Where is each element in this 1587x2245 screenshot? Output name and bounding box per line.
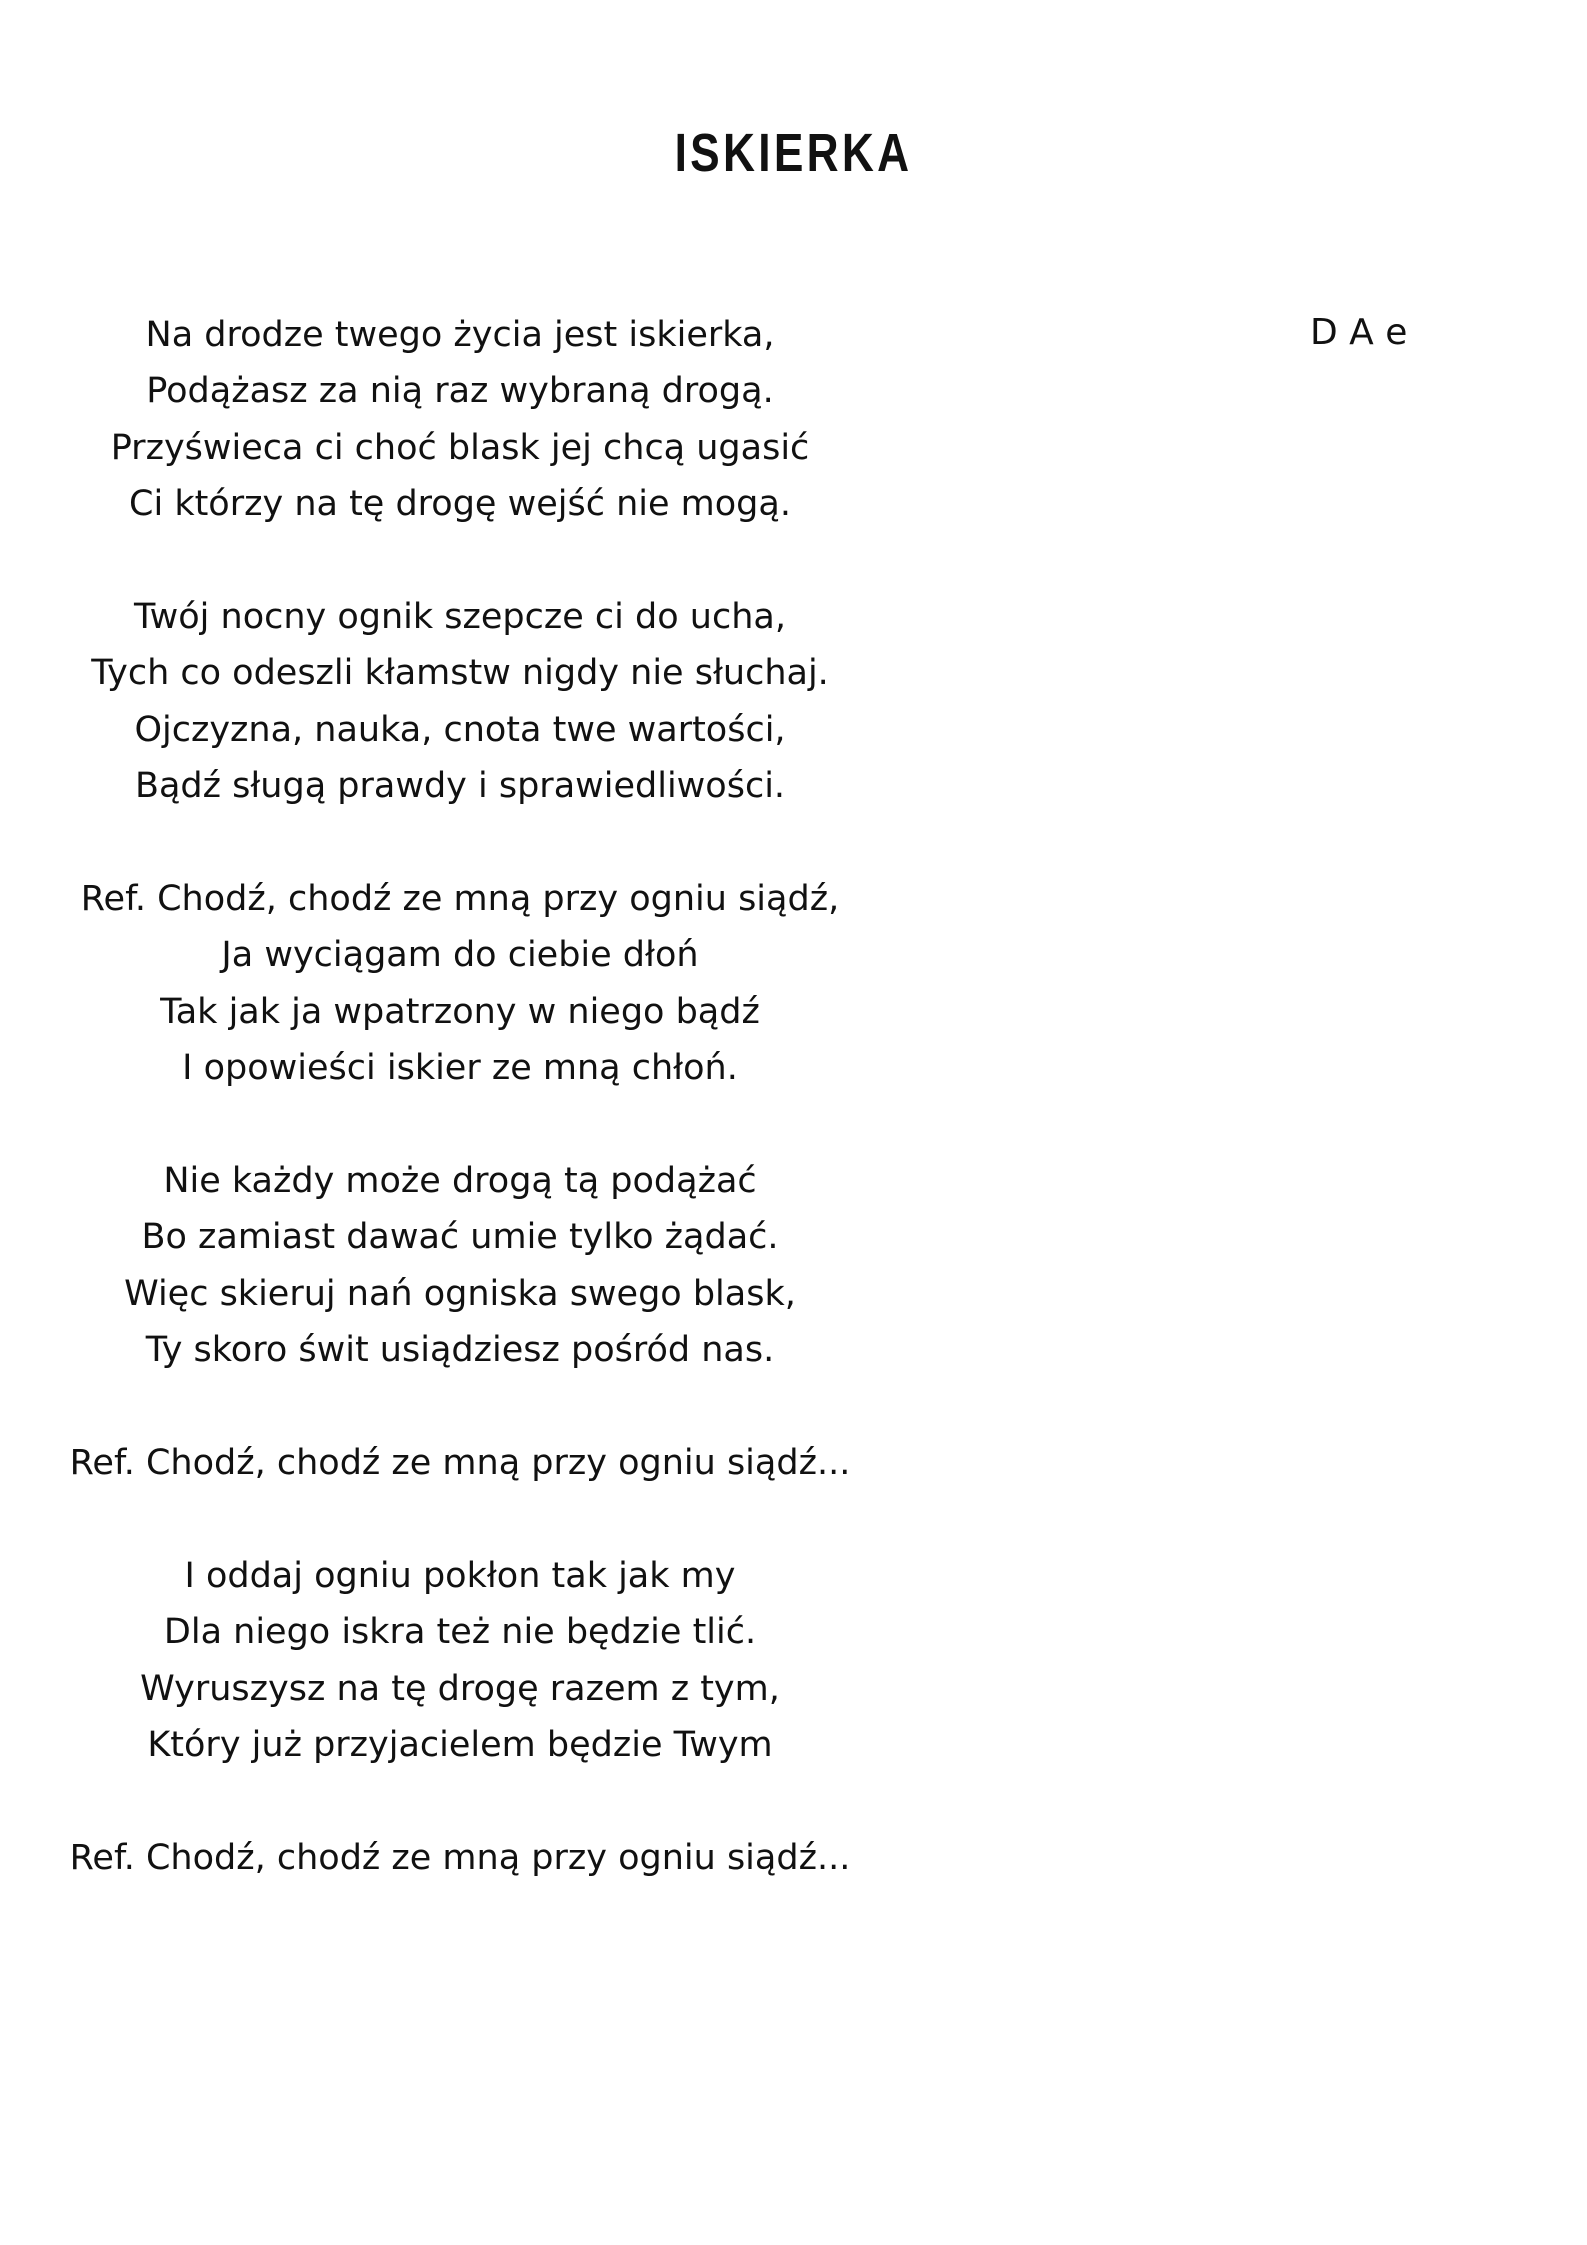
stanza-2 — [40, 589, 880, 815]
stanza-3 — [40, 1153, 880, 1379]
refrain-1 — [40, 871, 880, 1097]
lyric-line: Wyruszysz na tę drogę razem z tym, — [140, 1668, 780, 1709]
refrain-3 — [40, 1830, 880, 1886]
lyric-line: Bo zamiast dawać umie tylko żądać. — [141, 1217, 779, 1258]
lyric-line: Ref. Chodź, chodź ze mną przy ogniu siądź, — [80, 879, 840, 920]
lyric-line: Bądź sługą prawdy i sprawiedliwości. — [134, 766, 786, 807]
lyric-line: I opowieści iskier ze mną chłoń. — [182, 1048, 738, 1089]
lyric-line: Dla niego iskra też nie będzie tlić. — [163, 1612, 757, 1653]
lyric-line: Ref. Chodź, chodź ze mną przy ogniu siądź... — [69, 1443, 851, 1484]
lyric-line: I oddaj ogniu pokłon tak jak my — [184, 1555, 736, 1596]
song-title: ISKIERKA — [674, 123, 913, 183]
lyric-line: Który już przyjacielem będzie Twym — [147, 1725, 773, 1766]
lyric-line: Przyświeca ci choć blask jej chcą ugasić — [110, 427, 810, 468]
lyric-line: Ja wyciągam do ciebie dłoń — [221, 935, 699, 976]
stanza-4 — [40, 1548, 880, 1774]
lyric-line: Nie każdy może drogą tą podążać — [163, 1161, 757, 1202]
refrain-2 — [40, 1435, 880, 1491]
lyric-line: Ojczyzna, nauka, cnota twe wartości, — [134, 709, 786, 750]
lyric-line: Na drodze twego życia jest iskierka, — [145, 315, 775, 355]
lyrics-body — [40, 307, 880, 1943]
lyric-line: Ty skoro świt usiądziesz pośród nas. — [145, 1330, 775, 1371]
lyric-line: Ref. Chodź, chodź ze mną przy ogniu siądź... — [69, 1837, 851, 1878]
lyric-line: Podążasz za nią raz wybraną drogą. — [146, 371, 774, 412]
lyric-line: Tak jak ja wpatrzony w niego bądź — [160, 991, 760, 1032]
stanza-1 — [40, 307, 880, 533]
chord-notation: D A e — [1310, 312, 1408, 353]
lyric-line: Twój nocny ognik szepcze ci do ucha, — [134, 597, 786, 638]
lyric-line: Tych co odeszli kłamstw nigdy nie słuchaj. — [91, 653, 829, 694]
lyric-line: Ci którzy na tę drogę wejść nie mogą. — [129, 484, 791, 525]
lyric-line: Więc skieruj nań ogniska swego blask, — [124, 1273, 796, 1314]
